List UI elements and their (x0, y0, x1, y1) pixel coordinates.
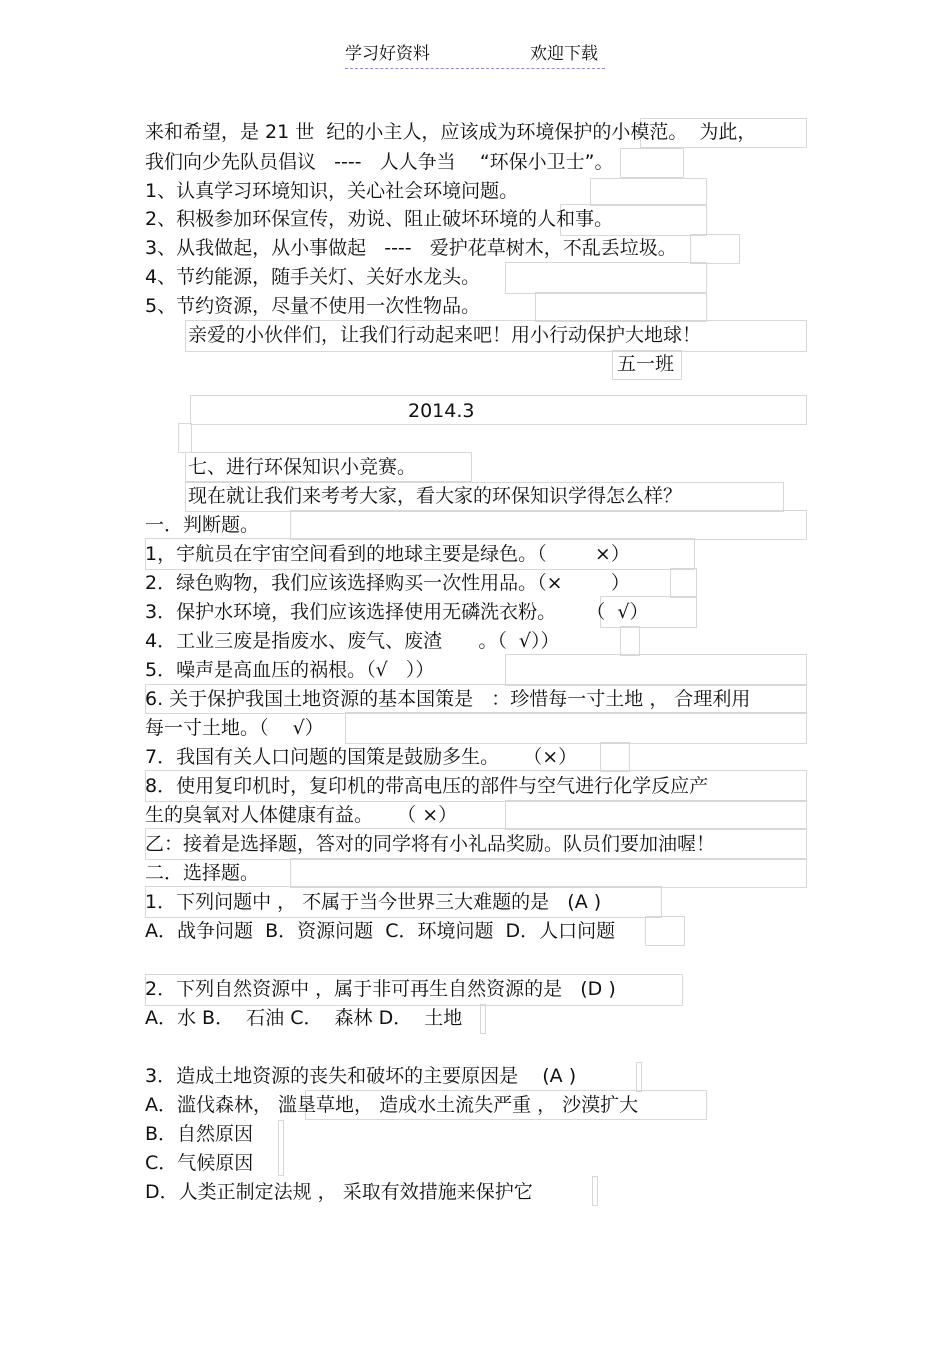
scan-box (690, 234, 740, 264)
scan-box (505, 262, 707, 294)
text-line: 3、从我做起，从小事做起 ---- 爱护花草树木，不乱丢垃圾。 (145, 237, 677, 259)
header-right-text: 欢迎下载 (530, 44, 598, 64)
scan-box (600, 742, 630, 772)
scan-box (590, 178, 707, 206)
text-line: 4、节约能源，随手关灯、关好水龙头。 (145, 266, 481, 288)
question-line: 3．保护水环境，我们应该选择使用无磷洗衣粉。 （ √） (145, 601, 649, 623)
answer-options: A．水 B． 石油 C． 森林 D． 土地 (145, 1007, 463, 1029)
scan-box (620, 626, 640, 656)
text-line: 2、积极参加环保宣传，劝说、阻止破坏环境的人和事。 (145, 208, 614, 230)
question-line: 6. 关于保护我国土地资源的基本国策是 ：珍惜每一寸土地 ， 合理利用 (145, 688, 751, 710)
question-line: 8．使用复印机时，复印机的带高电压的部件与空气进行化学反应产 (145, 775, 709, 797)
answer-options: A．战争问题 B．资源问题 C．环境问题 D．人口问题 (145, 920, 616, 942)
text-line: 亲爱的小伙伴们，让我们行动起来吧！用小行动保护大地球！ (188, 324, 702, 346)
text-line: 来和希望，是 21 世 纪的小主人，应该成为环境保护的小模范。 为此， (145, 121, 757, 143)
scan-box (592, 1176, 598, 1206)
scan-box (636, 1062, 642, 1092)
answer-option: B．自然原因 (145, 1123, 254, 1145)
scan-box (505, 654, 807, 686)
question-line: 2．绿色购物，我们应该选择购买一次性用品。（× ） (145, 572, 630, 594)
header-left-text: 学习好资料 (345, 44, 430, 64)
text-line: 1、认真学习环境知识，关心社会环境问题。 (145, 180, 519, 202)
question-line: 1，宇航员在宇宙空间看到的地球主要是绿色。（ ×） (145, 543, 630, 565)
question-line: 5．噪声是高血压的祸根。（√ ）） (145, 659, 435, 681)
page-header (345, 42, 605, 69)
scan-box (670, 568, 697, 598)
class-signature: 五一班 (617, 353, 675, 375)
text-line: 乙：接着是选择题，答对的同学将有小礼品奖励。队员们要加油喔！ (145, 833, 716, 855)
question-line: 每一寸土地。（ √） (145, 717, 324, 739)
section-heading: 一．判断题。 (145, 514, 260, 536)
scan-box (290, 858, 807, 888)
text-line: 我们向少先队员倡议 ---- 人人争当 “环保小卫士”。 (145, 151, 614, 173)
answer-option: D．人类正制定法规 ， 采取有效措施来保护它 (145, 1181, 533, 1203)
date-text: 2014.3 (408, 400, 475, 422)
question-line: 4．工业三废是指废水、废气、废渣 。（ √）） (145, 630, 560, 652)
answer-option: A．滥伐森林， 滥垦草地， 造成水土流失严重 ， 沙漠扩大 (145, 1094, 639, 1116)
question-line: 2．下列自然资源中 ，属于非可再生自然资源的是 (D ) (145, 978, 616, 1000)
scan-box (290, 510, 807, 540)
scan-box (645, 916, 685, 946)
question-line: 1．下列问题中 ， 不属于当今世界三大难题的是 (A ) (145, 891, 602, 913)
scan-box (278, 1120, 284, 1176)
question-line: 生的臭氧对人体健康有益。 （ ×） (145, 804, 458, 826)
scan-box (620, 148, 684, 178)
section-heading: 七、进行环保知识小竞赛。 (188, 456, 417, 478)
text-line: 5、节约资源，尽量不使用一次性物品。 (145, 295, 481, 317)
scan-box (178, 423, 192, 453)
scan-box (480, 1004, 486, 1034)
scan-box (345, 712, 807, 744)
section-heading: 二．选择题。 (145, 862, 260, 884)
scan-box (505, 800, 807, 830)
question-line: 7．我国有关人口问题的国策是鼓励多生。 （×） (145, 746, 578, 768)
scan-box (535, 292, 707, 322)
text-line: 现在就让我们来考考大家，看大家的环保知识学得怎么样？ (188, 485, 683, 507)
question-line: 3．造成土地资源的丧失和破坏的主要原因是 (A ) (145, 1065, 577, 1087)
answer-option: C．气候原因 (145, 1152, 254, 1174)
scan-box (190, 395, 807, 425)
